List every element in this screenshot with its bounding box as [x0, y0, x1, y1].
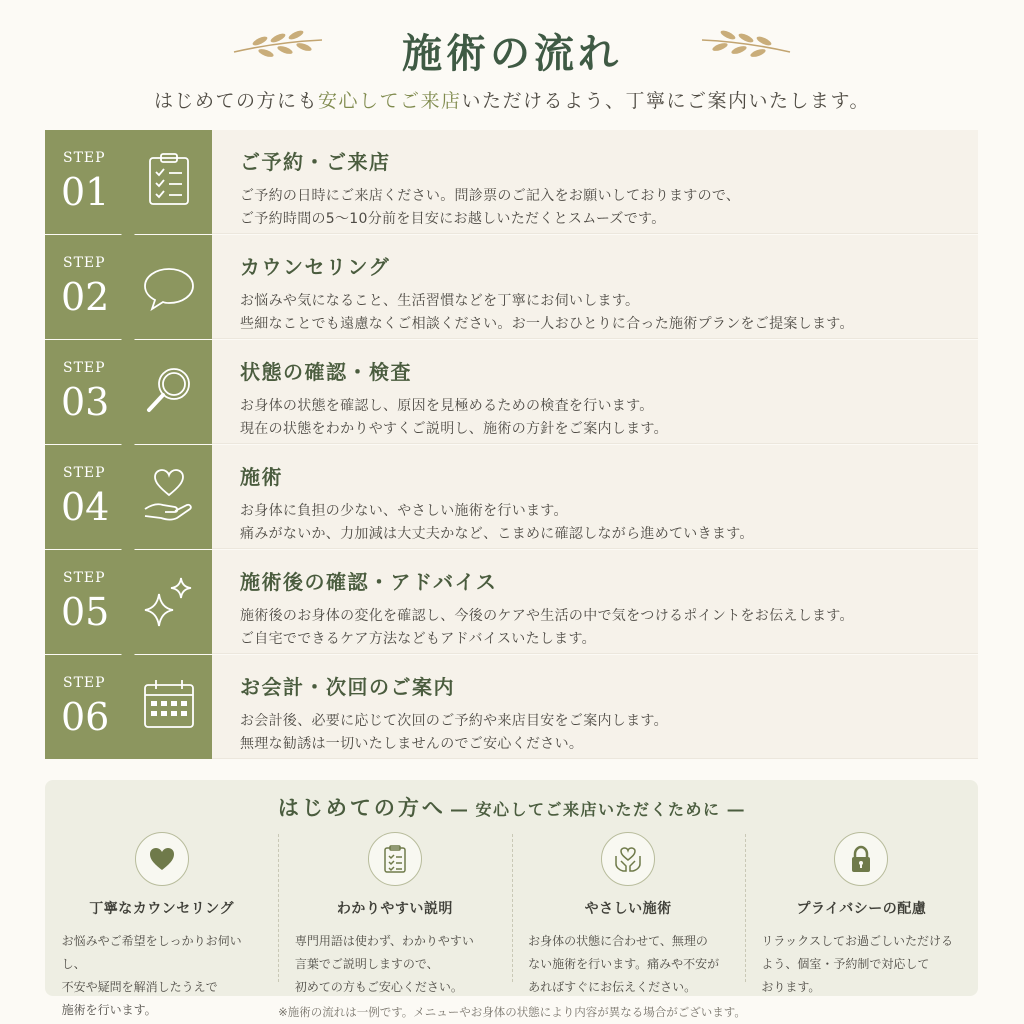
feature-icon-circle	[834, 832, 888, 886]
feature-title: 丁寧なカウンセリング	[89, 901, 234, 917]
feature-title: プライバシーの配慮	[796, 901, 927, 917]
step-label: STEP	[63, 570, 106, 586]
step-description	[240, 710, 978, 756]
step-badge	[45, 340, 212, 444]
speech-bubble-icon	[141, 255, 197, 315]
step-badge	[45, 235, 212, 339]
step-desc-line: お身体に負担の少ない、やさしい施術を行います。	[240, 503, 568, 519]
page-header	[0, 0, 1024, 120]
step-content	[212, 340, 978, 444]
sparkle-icon	[141, 570, 197, 630]
step-label: STEP	[63, 465, 106, 481]
step-desc-line: お会計後、必要に応じて次回のご予約や来店目安をご案内します。	[240, 713, 668, 729]
step-content	[212, 235, 978, 339]
feature-desc-line: 初めての方もご安心ください。	[294, 980, 463, 994]
page-subtitle	[0, 86, 1024, 113]
step-title: カウンセリング	[240, 255, 391, 279]
step-badge	[45, 130, 212, 234]
step-desc-line: ご自宅でできるケア方法などもアドバイスいたします。	[240, 631, 596, 647]
footer-note: ※施術の流れは一例です。メニューやお身体の状態により内容が異なる場合がございます。	[278, 1005, 746, 1019]
step-number: 02	[61, 275, 110, 319]
feature-desc-line: あればすぐにお伝えください。	[528, 980, 697, 994]
step-title: ご予約・ご来店	[240, 150, 391, 174]
step-title: お会計・次回のご案内	[240, 675, 455, 699]
feature-desc-line: お悩みやご希望をしっかりお伺いし、	[61, 934, 242, 971]
step-content	[212, 445, 978, 549]
step-desc-line: 現在の状態をわかりやすくご説明し、施術の方針をご案内します。	[240, 421, 668, 437]
lock-icon	[846, 844, 876, 874]
step-title: 施術	[240, 465, 283, 489]
step-title: 施術後の確認・アドバイス	[240, 570, 498, 594]
feature-description	[761, 930, 961, 999]
step-row	[45, 235, 978, 340]
step-badge	[45, 445, 212, 549]
step-row	[45, 550, 978, 655]
step-desc-line: ご予約の日時にご来店ください。問診票のご記入をお願いしておりますので、	[240, 188, 741, 204]
step-notch	[121, 339, 135, 346]
step-label: STEP	[63, 675, 106, 691]
feature-desc-line: 言葉でご説明しますので、	[294, 957, 439, 971]
step-notch	[121, 234, 135, 241]
clipboard-icon	[380, 844, 410, 874]
feature-desc-line: 不安や疑問を解消したうえで	[61, 980, 218, 994]
feature-column	[278, 828, 511, 994]
step-description	[240, 605, 978, 651]
step-description	[240, 395, 978, 441]
feature-title: やさしい施術	[584, 901, 672, 917]
step-notch	[121, 654, 135, 661]
step-label: STEP	[63, 360, 106, 376]
step-number: 05	[61, 590, 110, 634]
step-content	[212, 130, 978, 234]
step-description	[240, 185, 978, 231]
step-row	[45, 130, 978, 235]
step-label: STEP	[63, 255, 106, 271]
step-content	[212, 655, 978, 759]
step-row	[45, 445, 978, 550]
feature-description	[528, 930, 728, 999]
step-desc-line: 施術後のお身体の変化を確認し、今後のケアや生活の中で気をつけるポイントをお伝えします。	[240, 608, 854, 624]
feature-desc-line: よう、個室・予約制で対応して	[761, 957, 930, 971]
subtitle-post: いただけるよう、丁寧にご案内いたします。	[461, 90, 870, 112]
heart-icon	[147, 844, 177, 874]
feature-icon-circle	[368, 832, 422, 886]
magnifier-icon	[141, 360, 197, 420]
feature-column	[45, 828, 278, 1017]
step-number: 01	[61, 170, 110, 214]
feature-desc-line: おります。	[761, 980, 821, 994]
first-time-title: はじめての方へ	[277, 796, 446, 820]
feature-icon-circle	[601, 832, 655, 886]
step-desc-line: ご予約時間の5～10分前を目安にお越しいただくとスムーズです。	[240, 211, 666, 227]
feature-desc-line: リラックスしてお過ごしいただける	[761, 934, 954, 948]
step-description	[240, 290, 978, 336]
step-row	[45, 655, 978, 760]
step-description	[240, 500, 978, 546]
step-number: 04	[61, 485, 110, 529]
feature-desc-line: お身体の状態に合わせて、無理の	[528, 934, 708, 948]
step-number: 03	[61, 380, 110, 424]
laurel-right-icon	[698, 28, 794, 64]
step-number: 06	[61, 695, 110, 739]
step-desc-line: 些細なことでも遠慮なくご相談ください。お一人おひとりに合った施術プランをご提案します。	[240, 316, 854, 332]
clipboard-checklist-icon	[141, 150, 197, 210]
feature-desc-line: ない施術を行います。痛みや不安が	[528, 957, 720, 971]
first-time-heading	[45, 792, 978, 822]
step-desc-line: お悩みや気になること、生活習慣などを丁寧にお伺いします。	[240, 293, 640, 309]
heart-hand-icon	[141, 465, 197, 525]
step-notch	[121, 444, 135, 451]
feature-desc-line: 施術を行います。	[61, 1003, 157, 1017]
subtitle-pre: はじめての方にも	[153, 90, 318, 112]
step-label: STEP	[63, 150, 106, 166]
step-badge	[45, 550, 212, 654]
step-desc-line: 痛みがないか、力加減は大丈夫かなど、こまめに確認しながら進めていきます。	[240, 526, 754, 542]
page-title: 施術の流れ	[402, 30, 622, 77]
feature-column	[512, 828, 745, 994]
steps-list	[45, 130, 978, 760]
feature-title: わかりやすい説明	[336, 901, 453, 917]
calendar-icon	[141, 675, 197, 735]
hands-heart-icon	[613, 844, 643, 874]
feature-description	[295, 930, 495, 999]
step-desc-line: お身体の状態を確認し、原因を見極めるための検査を行います。	[240, 398, 654, 414]
feature-icon-circle	[135, 832, 189, 886]
first-time-subtitle: ― 安心してご来店いただくために ―	[450, 800, 746, 819]
subtitle-accent: 安心してご来店	[318, 90, 462, 112]
feature-column	[745, 828, 978, 994]
step-title: 状態の確認・検査	[240, 360, 412, 384]
step-content	[212, 550, 978, 654]
step-badge	[45, 655, 212, 759]
feature-desc-line: 専門用語は使わず、わかりやすい	[294, 934, 474, 948]
step-row	[45, 340, 978, 445]
step-desc-line: 無理な勧誘は一切いたしませんのでご安心ください。	[240, 736, 584, 752]
step-notch	[121, 549, 135, 556]
